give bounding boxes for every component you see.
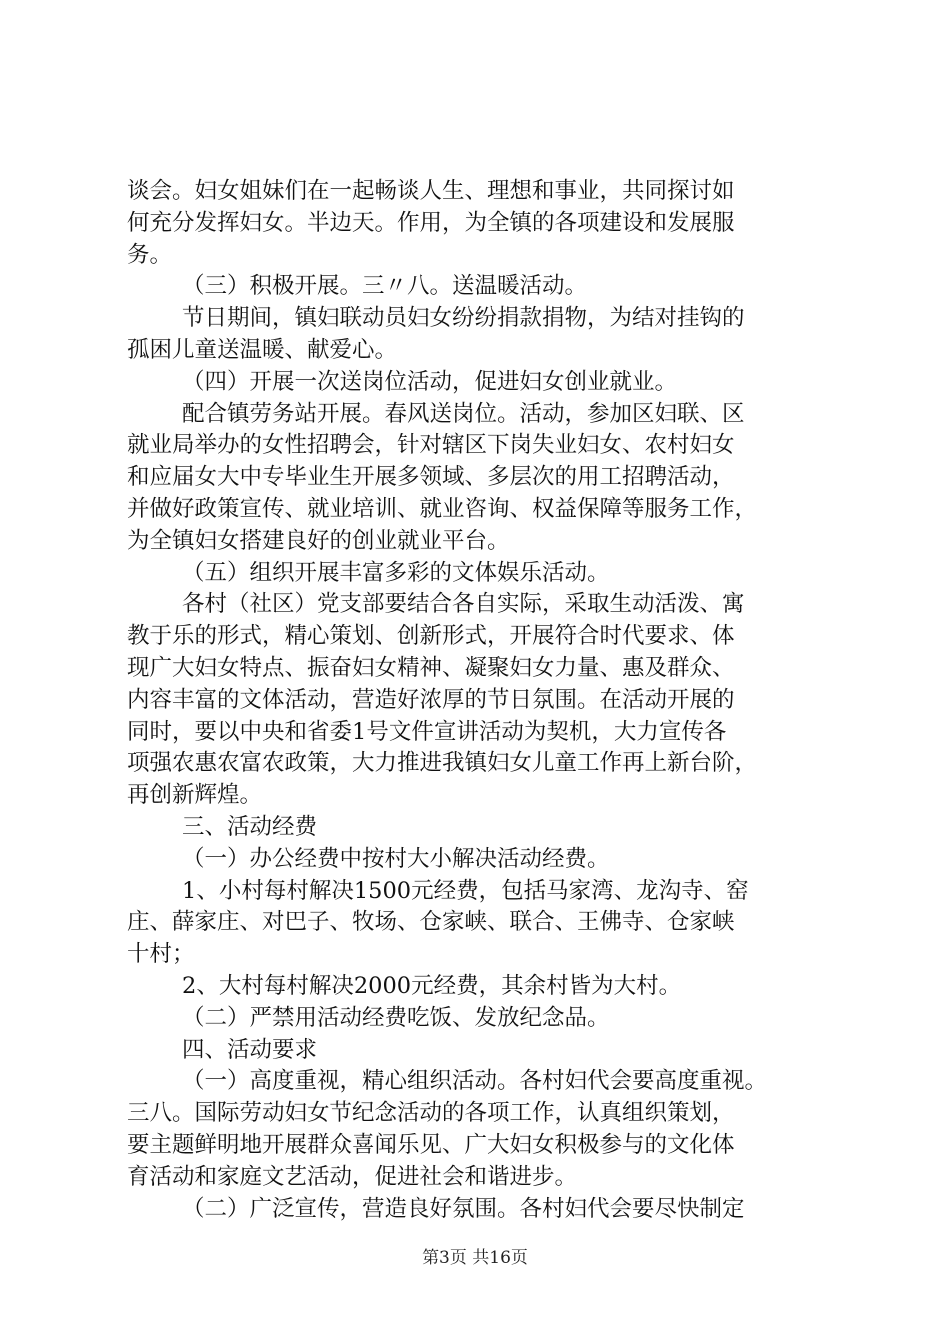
text-line: 同时，要以中央和省委1号文件宣讲活动为契机，大力宣传各 xyxy=(127,718,727,745)
text-line: （二）广泛宣传，营造良好氛围。各村妇代会要尽快制定 xyxy=(182,1195,745,1222)
text-line: （二）严禁用活动经费吃饭、发放纪念品。 xyxy=(182,1004,610,1031)
text-line: 教于乐的形式，精心策划、创新形式，开展符合时代要求、体 xyxy=(127,623,735,650)
text-line: 三、活动经费 xyxy=(182,813,318,840)
text-line: 何充分发挥妇女。半边天。作用，为全镇的各项建设和发展服 xyxy=(127,209,735,236)
body-text xyxy=(127,176,837,1225)
text-line: 和应届女大中专毕业生开展多领域、多层次的用工招聘活动， xyxy=(127,464,735,491)
text-line: 育活动和家庭文艺活动，促进社会和谐进步。 xyxy=(127,1163,578,1190)
text-line: （三）积极开展。三〃八。送温暖活动。 xyxy=(182,273,588,300)
text-line: （一）办公经费中按村大小解决活动经费。 xyxy=(182,845,610,872)
text-line: 十村； xyxy=(127,941,195,968)
text-line: 现广大妇女特点、振奋妇女精神、凝聚妇女力量、惠及群众、 xyxy=(127,654,735,681)
text-line: 四、活动要求 xyxy=(182,1036,318,1063)
text-line: 庄、薛家庄、对巴子、牧场、仓家峡、联合、王佛寺、仓家峡 xyxy=(127,909,735,936)
text-line: 配合镇劳务站开展。春风送岗位。活动，参加区妇联、区 xyxy=(182,400,745,427)
text-line: 要主题鲜明地开展群众喜闻乐见、广大妇女积极参与的文化体 xyxy=(127,1131,735,1158)
page-footer: 第3页 共16页 xyxy=(422,1248,528,1268)
text-line: 各村（社区）党支部要结合各自实际，采取生动活泼、寓 xyxy=(182,591,745,618)
text-line: 再创新辉煌。 xyxy=(127,782,263,809)
text-line: 为全镇妇女搭建良好的创业就业平台。 xyxy=(127,527,510,554)
text-line: 2、大村每村解决2000元经费，其余村皆为大村。 xyxy=(182,972,682,999)
text-line: 务。 xyxy=(127,241,173,268)
text-line: 三八。国际劳动妇女节纪念活动的各项工作，认真组织策划， xyxy=(127,1100,735,1127)
text-line: （四）开展一次送岗位活动，促进妇女创业就业。 xyxy=(182,368,678,395)
document-body xyxy=(127,176,837,1225)
text-line: 谈会。妇女姐妹们在一起畅谈人生、理想和事业，共同探讨如 xyxy=(127,178,735,204)
text-line: 项强农惠农富农政策，大力推进我镇妇女儿童工作再上新台阶， xyxy=(127,750,758,777)
text-line: 内容丰富的文体活动，营造好浓厚的节日氛围。在活动开展的 xyxy=(127,686,735,713)
text-line: 孤困儿童送温暖、献爱心。 xyxy=(127,336,398,363)
text-line: （五）组织开展丰富多彩的文体娱乐活动。 xyxy=(182,559,610,586)
text-line: 节日期间，镇妇联动员妇女纷纷捐款捐物，为结对挂钩的 xyxy=(182,305,745,332)
text-line: 并做好政策宣传、就业培训、就业咨询、权益保障等服务工作， xyxy=(127,495,758,522)
text-line: 就业局举办的女性招聘会，针对辖区下岗失业妇女、农村妇女 xyxy=(127,432,735,459)
text-line: （一）高度重视，精心组织活动。各村妇代会要高度重视。 xyxy=(182,1068,768,1095)
text-line: 1、小村每村解决1500元经费，包括马家湾、龙沟寺、窑 xyxy=(182,877,749,904)
